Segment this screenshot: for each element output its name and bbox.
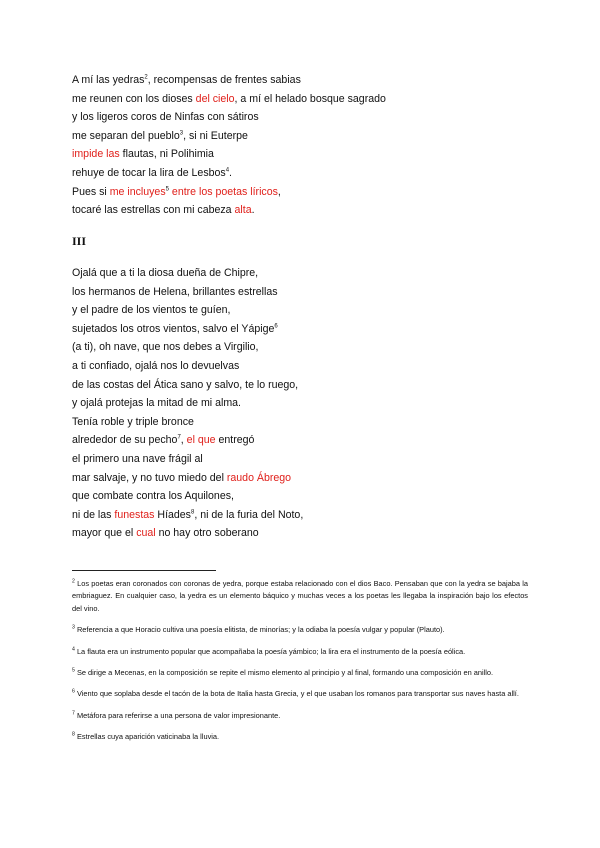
stanza-two [72,264,542,543]
verse-text: a ti confiado, ojalá nos lo devuelvas [72,359,240,372]
verse-text: alrededor de su pecho [72,434,178,447]
verse-line [72,357,542,376]
footnote-number: 3 [72,624,75,631]
verse-text: el primero una nave frágil al [72,452,203,465]
verse-line [72,487,542,506]
verse-text: mayor que el [72,527,137,540]
section-heading: III [72,234,87,248]
verse-line [72,108,542,127]
footnote-separator [72,570,216,571]
footnotes [72,578,528,753]
verse-text: y los ligeros coros de Ninfas con sátiros [72,111,259,124]
footnote-text: Se dirige a Mecenas, en la composición se repite el mismo elemento al principio y al final, formando una composición en anillo. [74,668,494,678]
footnote-text: Metáfora para referirse a una persona de valor impresionante. [74,710,281,720]
verse-line [72,376,542,395]
verse-text: tocaré las estrellas con mi cabeza [72,204,235,217]
verse-text: . [229,166,232,179]
footnote [72,688,528,700]
highlighted-text: cual [136,527,156,540]
footnote [72,578,528,615]
verse-text: entregó [215,434,255,447]
footnote-number: 6 [72,688,75,695]
verse-text: . [251,204,255,217]
footnote-ref: 3 [179,130,184,137]
verse-line [72,164,542,183]
verse-line [72,506,542,525]
verse-line [72,524,542,543]
footnote-number: 2 [72,578,75,585]
verse-line [72,301,542,320]
footnote [72,667,528,679]
verse-text: mar salvaje, y no tuvo miedo del [72,471,227,484]
footnote [72,710,528,722]
verse-text: y ojalá protejas la mitad de mi alma. [72,397,241,410]
verse-text: me reunen con los dioses [72,92,196,105]
footnote-text: Los poetas eran coronados con coronas de yedra, porque estaba relacionado con el dios Baco. Pensaban que con la yedra se bajaba la embriaguez. En cualquier caso, la yedra es un elemento báquico y muchas veces a los poetas les llegaba la inspiración bajo los efectos del vino. [72,579,528,613]
highlighted-text: alta [234,204,252,217]
footnote-number: 7 [72,710,75,717]
highlighted-text: me incluyes [109,185,166,198]
verse-text: y el padre de los vientos te guíen, [72,304,231,317]
verse-text: , [277,185,281,198]
verse-text: no hay otro soberano [155,527,259,540]
verse-text: de las costas del Ática sano y salvo, te lo ruego, [72,378,299,391]
highlighted-text: funestas [114,508,155,521]
verse-line [72,283,542,302]
highlighted-text: raudo Ábrego [226,471,292,484]
verse-line [72,71,542,90]
footnote-ref: 8 [190,509,195,516]
footnote-ref: 2 [144,74,148,81]
verse-text: Híades [154,508,191,521]
footnote-text: Referencia a que Horacio cultiva una poesía elitista, de minorías; y la odiaba la poesía vulgar y popular (Plauto). [74,625,445,635]
highlighted-text: del cielo [195,92,235,105]
verse-text: Tenía roble y triple bronce [72,415,194,428]
verse-text: , a mí el helado bosque sagrado [234,92,386,105]
footnote [72,646,528,658]
highlighted-text: impide las [72,148,120,161]
verse-line [72,145,542,164]
footnote-text: Estrellas cuya aparición vaticinaba la lluvia. [74,732,220,742]
verse-text: flautas, ni Polihimia [119,148,214,161]
highlighted-text: el que [186,434,216,447]
verse-line [72,431,542,450]
verse-line [72,413,542,432]
verse-text: los hermanos de Helena, brillantes estrellas [72,285,278,298]
footnote-number: 8 [72,731,75,738]
footnote-number: 5 [72,667,75,674]
verse-line [72,338,542,357]
verse-text: sujetados los otros vientos, salvo el Yápige [72,322,275,335]
verse-line [72,264,542,283]
verse-text: que combate contra los Aquilones, [72,490,234,503]
footnote [72,731,528,743]
footnote-ref: 6 [274,323,278,330]
verse-text: , [180,434,187,447]
verse-line [72,183,542,202]
footnote [72,624,528,636]
verse-line [72,469,542,488]
verse-line [72,450,542,469]
verse-text: A mí las yedras [72,74,145,86]
stanza-one [72,71,542,220]
footnote-text: La flauta era un instrumento popular que acompañaba la poesía yámbico; la lira era el instrumento de la poesía eólica. [74,646,466,656]
verse-text: rehuye de tocar la lira de Lesbos [72,166,226,179]
verse-line [72,90,542,109]
verse-line [72,394,542,413]
verse-text: , ni de la furia del Noto, [194,508,304,521]
verse-line [72,127,542,146]
verse-text: Ojalá que a ti la diosa dueña de Chipre, [72,267,259,279]
verse-text: , si ni Euterpe [183,129,248,142]
footnote-number: 4 [72,646,75,653]
verse-line [72,320,542,339]
verse-text: Pues si [72,185,110,198]
verse-line [72,201,542,220]
footnote-text: Viento que soplaba desde el tacón de la bota de Italia hasta Grecia, y el que usaban los romanos para transportar sus naves hasta allí. [74,689,519,699]
verse-text: (a ti), oh nave, que nos debes a Virgilio, [72,341,259,354]
verse-text: me separan del pueblo [72,129,180,142]
footnote-ref: 5 [165,186,169,193]
highlighted-text: entre los poetas líricos [171,185,278,198]
footnote-ref: 4 [225,167,230,174]
footnote-ref: 7 [177,434,181,441]
verse-text: , recompensas de frentes sabias [147,74,301,86]
verse-text: ni de las [72,508,115,521]
